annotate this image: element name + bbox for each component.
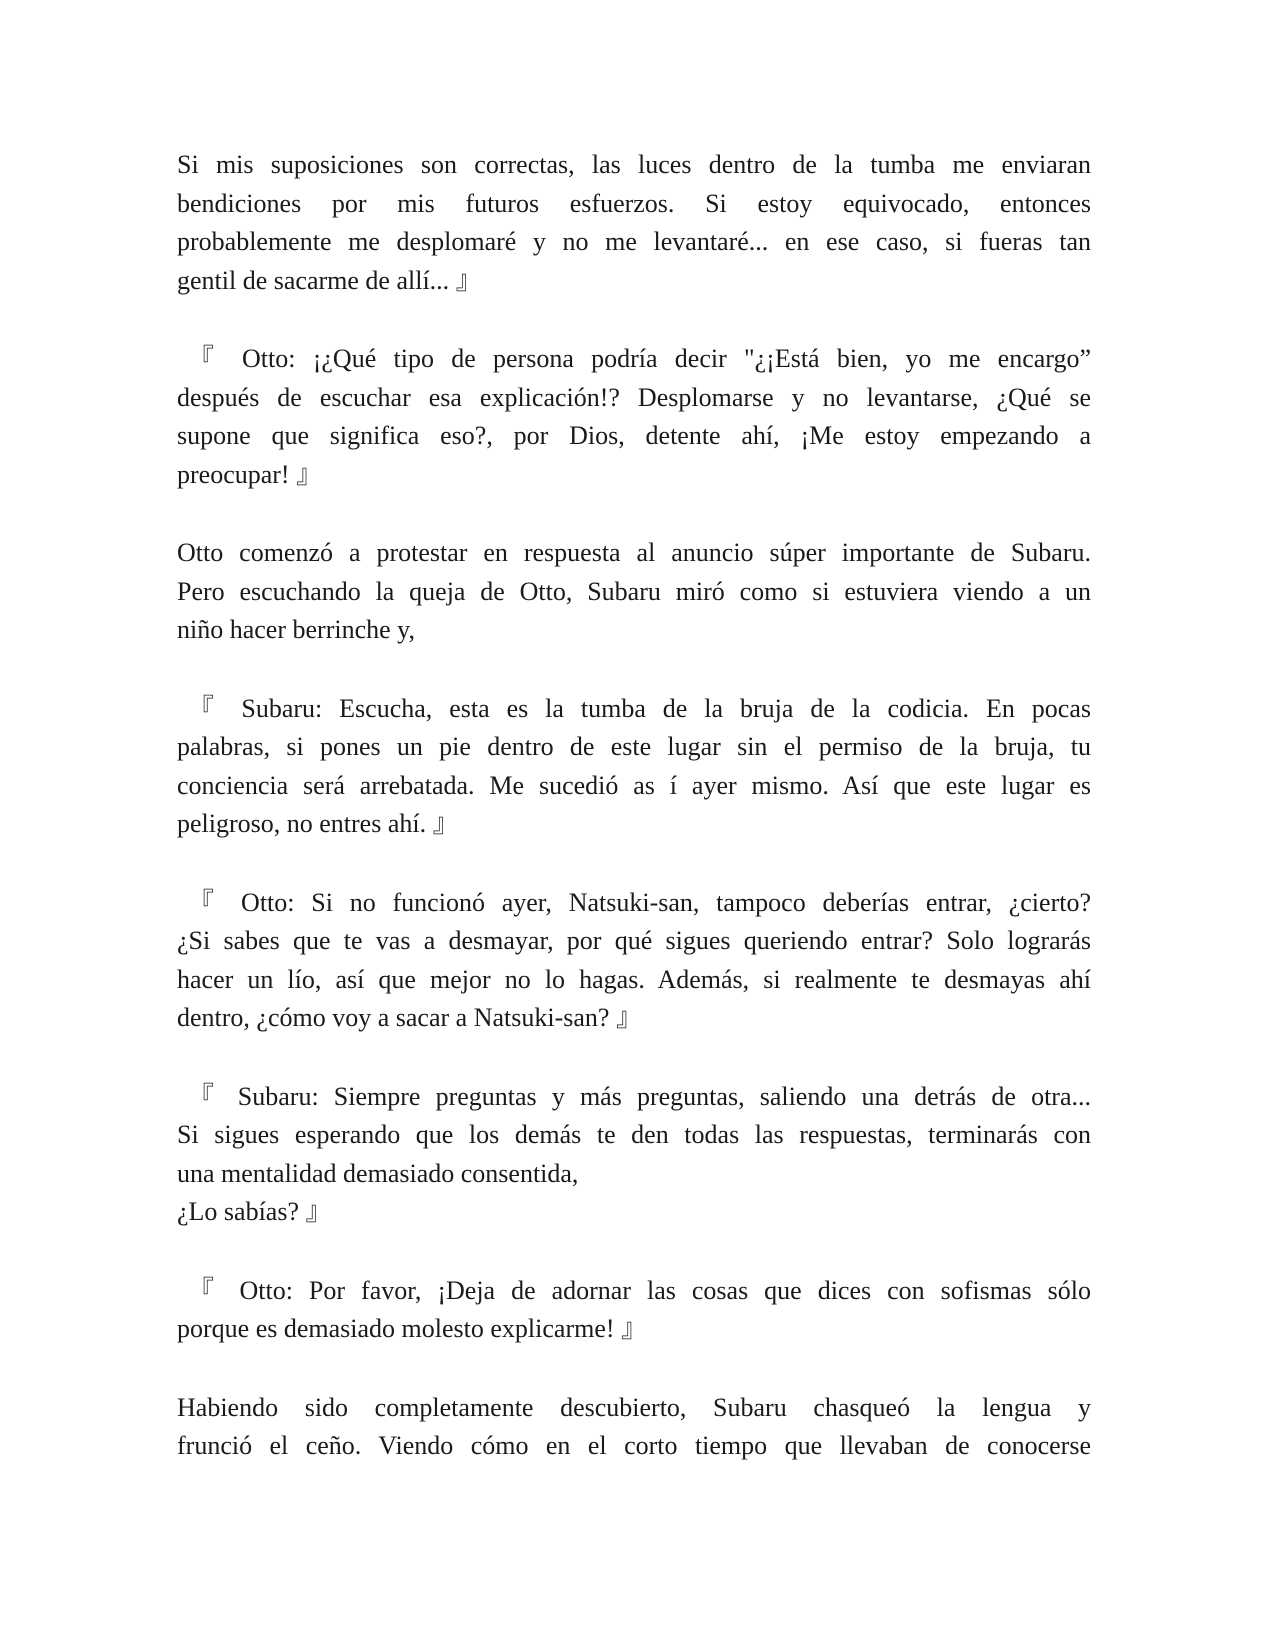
paragraph-7 [177,1272,1091,1349]
text-line: Si sigues esperando que los demás te den todas las respuestas, terminarás con [177,1120,1091,1149]
text-line: frunció el ceño. Viendo cómo en el corto tiempo que llevaban de conocerse [177,1431,1091,1460]
text-line: niño hacer berrinche y, [177,615,415,644]
paragraph-4 [177,690,1091,844]
body-text [177,146,1091,1506]
text-line: hacer un lío, así que mejor no lo hagas. Además, si realmente te desmayas ahí [177,964,1091,994]
text-line: palabras, si pones un pie dentro de este lugar sin el permiso de la bruja, tu [177,732,1091,761]
text-line: Habiendo sido completamente descubierto, Subaru chasqueó la lengua y [177,1392,1091,1422]
text-line: 『 Otto: Si no funcionó ayer, Natsuki-san, tampoco deberías entrar, ¿cierto? [188,887,1091,917]
text-line: dentro, ¿cómo voy a sacar a Natsuki-san? 』 [177,1003,642,1032]
text-line: Otto comenzó a protestar en respuesta al anuncio súper importante de Subaru. [177,538,1091,567]
text-line: ¿Lo sabías? 』 [177,1197,332,1226]
text-line: ¿Si sabes que te vas a desmayar, por qué sigues queriendo entrar? Solo lograrás [177,926,1091,955]
text-line: supone que significa eso?, por Dios, detente ahí, ¡Me estoy empezando a [177,421,1091,450]
text-line: gentil de sacarme de allí... 』 [177,265,482,295]
text-line: una mentalidad demasiado consentida, [177,1158,579,1188]
text-line: peligroso, no entres ahí. 』 [177,809,459,838]
paragraph-3 [177,534,1091,650]
text-line: Pero escuchando la queja de Otto, Subaru miró como si estuviera viendo a un [177,576,1091,606]
text-line: 『 Otto: ¡¿Qué tipo de persona podría decir "¿¡Está bien, yo me encargo” [188,344,1091,373]
text-line: preocupar! 』 [177,459,323,489]
paragraph-8 [177,1389,1091,1466]
paragraph-5 [177,884,1091,1038]
text-line: Si mis suposiciones son correctas, las luces dentro de la tumba me enviaran [177,150,1091,179]
paragraph-2 [177,340,1091,494]
paragraph-6 [177,1078,1091,1232]
text-line: 『 Subaru: Siempre preguntas y más preguntas, saliendo una detrás de otra... [188,1081,1092,1111]
text-line: 『 Otto: Por favor, ¡Deja de adornar las cosas que dices con sofismas sólo [188,1275,1091,1305]
text-line: conciencia será arrebatada. Me sucedió as í ayer mismo. Así que este lugar es [177,770,1091,800]
text-line: 『 Subaru: Escucha, esta es la tumba de la bruja de la codicia. En pocas [188,693,1091,723]
text-line: probablemente me desplomaré y no me levantaré... en ese caso, si fueras tan [177,227,1091,256]
text-line: bendiciones por mis futuros esfuerzos. Si estoy equivocado, entonces [177,188,1091,218]
text-line: después de escuchar esa explicación!? Desplomarse y no levantarse, ¿Qué se [177,382,1091,412]
paragraph-1 [177,146,1091,300]
text-line: porque es demasiado molesto explicarme! 』 [177,1314,648,1343]
